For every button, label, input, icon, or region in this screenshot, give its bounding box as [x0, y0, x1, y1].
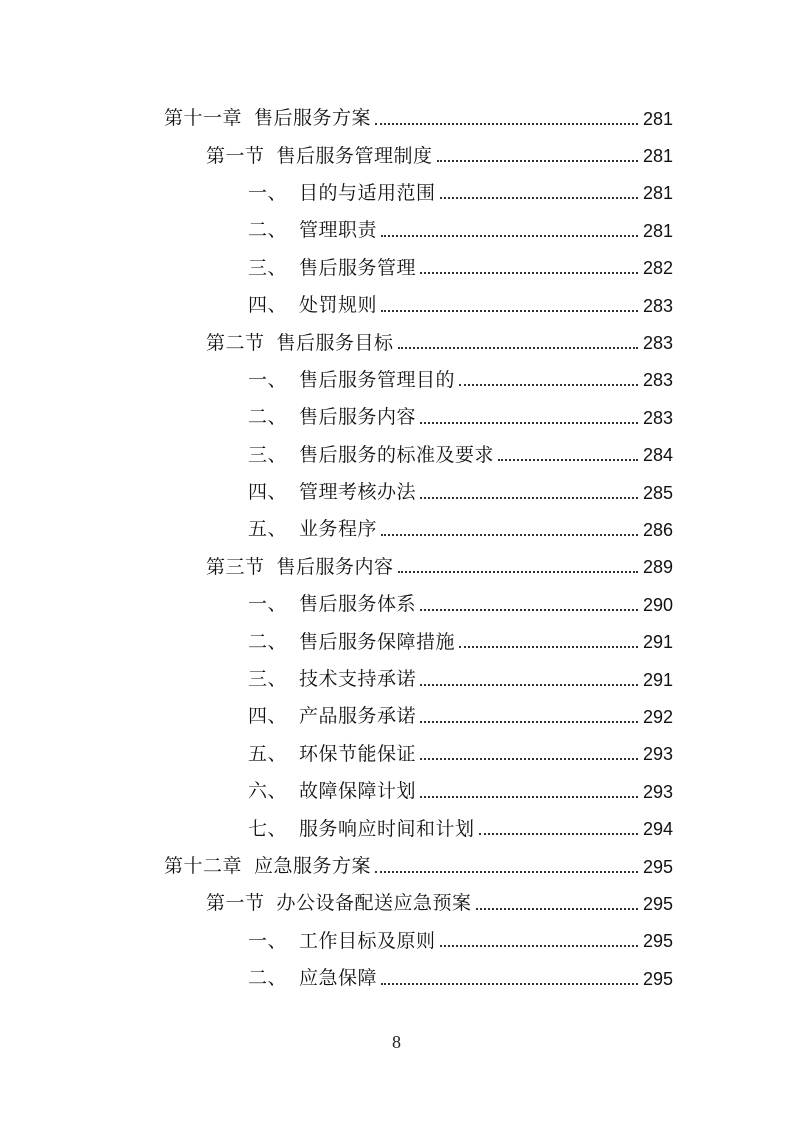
table-of-contents [0, 100, 793, 997]
toc-entry[interactable] [0, 698, 793, 735]
toc-entry-page: 291 [642, 669, 673, 690]
toc-entry-label: 应急保障 [299, 967, 378, 990]
toc-entry[interactable] [0, 175, 793, 212]
toc-entry-label: 处罚规则 [299, 294, 378, 317]
dot-leader [381, 983, 638, 985]
toc-entry-page: 294 [642, 819, 673, 840]
toc-entry-page: 284 [642, 445, 673, 466]
toc-entry-number: 一、 [248, 368, 288, 391]
toc-entry[interactable] [0, 623, 793, 660]
toc-entry-page: 295 [642, 893, 673, 914]
toc-entry-page: 285 [642, 482, 673, 503]
toc-entry-title [248, 368, 456, 391]
dot-leader [476, 908, 638, 910]
toc-entry-number: 一、 [248, 929, 288, 952]
toc-entry-number: 一、 [248, 181, 288, 204]
toc-entry[interactable] [0, 848, 793, 885]
toc-entry-label: 售后服务管理目的 [299, 368, 456, 391]
toc-entry-label: 售后服务保障措施 [299, 630, 456, 653]
toc-entry[interactable] [0, 960, 793, 997]
toc-entry-title [248, 520, 377, 539]
toc-entry[interactable] [0, 549, 793, 586]
toc-entry-label: 办公设备配送应急预案 [276, 892, 472, 915]
dot-leader [437, 160, 638, 162]
toc-entry-title [164, 857, 371, 876]
toc-entry[interactable] [0, 250, 793, 287]
toc-entry-label: 环保节能保证 [299, 742, 417, 765]
dot-leader [420, 272, 638, 274]
toc-entry-title [206, 894, 472, 913]
toc-entry-label: 目的与适用范围 [299, 181, 436, 204]
toc-entry-title [248, 221, 377, 240]
dot-leader [398, 347, 638, 349]
toc-entry-number: 四、 [248, 705, 288, 728]
dot-leader [420, 422, 638, 424]
toc-entry[interactable] [0, 287, 793, 324]
toc-entry-number: 五、 [248, 742, 288, 765]
dot-leader [420, 758, 638, 760]
toc-entry-page: 293 [642, 744, 673, 765]
dot-leader [498, 459, 638, 461]
toc-entry-page: 283 [642, 295, 673, 316]
toc-entry-title [248, 817, 475, 840]
toc-entry-label: 管理考核办法 [299, 481, 417, 504]
toc-entry-number: 四、 [248, 294, 288, 317]
toc-entry-number: 七、 [248, 817, 288, 840]
toc-entry-page: 281 [642, 108, 673, 129]
toc-entry-page: 290 [642, 594, 673, 615]
toc-entry-title [248, 782, 416, 801]
dot-leader [420, 609, 638, 611]
toc-entry-page: 289 [642, 557, 673, 578]
dot-leader [381, 235, 638, 237]
toc-entry-label: 业务程序 [299, 518, 378, 541]
toc-entry-number: 二、 [248, 630, 288, 653]
toc-entry-number: 二、 [248, 967, 288, 990]
toc-entry-page: 283 [642, 370, 673, 391]
toc-entry-label: 售后服务体系 [299, 593, 417, 616]
toc-entry-page: 281 [642, 146, 673, 167]
toc-entry-number: 第三节 [206, 555, 265, 578]
page-number: 8 [392, 1032, 401, 1052]
toc-entry-title [248, 483, 416, 502]
toc-entry-label: 技术支持承诺 [299, 668, 417, 691]
toc-entry-title [248, 181, 436, 204]
toc-entry-label: 售后服务方案 [254, 107, 372, 130]
toc-entry-label: 售后服务管理 [299, 256, 417, 279]
dot-leader [381, 310, 638, 312]
dot-leader [420, 497, 638, 499]
toc-entry-label: 工作目标及原则 [299, 929, 436, 952]
dot-leader [398, 571, 638, 573]
toc-entry-page: 283 [642, 333, 673, 354]
toc-entry-title [248, 670, 416, 689]
toc-entry-title [248, 443, 495, 466]
toc-entry-label: 售后服务内容 [299, 406, 417, 429]
dot-leader [420, 721, 638, 723]
toc-entry-page: 295 [642, 968, 673, 989]
toc-entry-label: 售后服务目标 [276, 331, 394, 354]
toc-entry-number: 三、 [248, 256, 288, 279]
dot-leader [420, 796, 638, 798]
toc-entry-label: 服务响应时间和计划 [299, 817, 475, 840]
toc-entry-page: 295 [642, 931, 673, 952]
toc-entry-title [248, 929, 436, 952]
dot-leader [479, 833, 638, 835]
toc-entry[interactable] [0, 474, 793, 511]
toc-entry[interactable] [0, 437, 793, 474]
toc-entry-number: 二、 [248, 406, 288, 429]
toc-entry-label: 管理职责 [299, 219, 378, 242]
toc-entry-title [248, 408, 416, 427]
toc-entry-label: 应急服务方案 [254, 855, 372, 877]
toc-entry-page: 291 [642, 632, 673, 653]
toc-entry-page: 281 [642, 220, 673, 241]
toc-entry[interactable] [0, 661, 793, 698]
toc-entry[interactable] [0, 810, 793, 847]
toc-entry-label: 售后服务内容 [276, 555, 394, 578]
toc-entry-label: 售后服务管理制度 [276, 144, 433, 167]
toc-entry-number: 三、 [248, 668, 288, 691]
toc-entry-title [248, 296, 377, 315]
dot-leader [375, 123, 638, 125]
toc-entry-title [248, 256, 417, 279]
toc-entry[interactable] [0, 324, 793, 361]
toc-entry-label: 产品服务承诺 [299, 705, 417, 728]
toc-entry[interactable] [0, 362, 793, 399]
dot-leader [375, 871, 638, 873]
toc-entry-title [206, 144, 433, 167]
toc-entry-title [206, 555, 394, 578]
toc-entry-title [248, 742, 417, 765]
toc-entry[interactable] [0, 511, 793, 548]
toc-entry-title [248, 595, 416, 614]
toc-entry-page: 293 [642, 781, 673, 802]
toc-entry-title [248, 969, 377, 988]
dot-leader [459, 646, 638, 648]
toc-entry-number: 第十一章 [164, 107, 243, 130]
toc-entry[interactable] [0, 923, 793, 960]
toc-entry[interactable] [0, 399, 793, 436]
toc-entry[interactable] [0, 586, 793, 623]
toc-entry-page: 292 [642, 706, 673, 727]
toc-entry-page: 295 [642, 856, 673, 877]
toc-entry-number: 第一节 [206, 144, 265, 167]
dot-leader [420, 684, 638, 686]
toc-entry-number: 一、 [248, 593, 288, 616]
dot-leader [440, 197, 638, 199]
dot-leader [459, 384, 638, 386]
toc-entry-title [164, 109, 371, 128]
toc-entry-number: 第一节 [206, 892, 265, 915]
toc-entry[interactable] [0, 885, 793, 922]
toc-entry-number: 四、 [248, 481, 288, 504]
toc-entry[interactable] [0, 137, 793, 174]
toc-entry-page: 281 [642, 183, 673, 204]
toc-entry-number: 第十二章 [164, 855, 243, 877]
toc-entry-number: 六、 [248, 780, 288, 803]
toc-entry-number: 三、 [248, 443, 288, 466]
toc-entry-page: 283 [642, 407, 673, 428]
toc-entry-page: 286 [642, 519, 673, 540]
toc-entry-title [206, 331, 394, 354]
toc-entry-label: 故障保障计划 [299, 780, 417, 803]
toc-entry-number: 第二节 [206, 331, 265, 354]
toc-entry[interactable] [0, 212, 793, 249]
toc-entry[interactable] [0, 773, 793, 810]
toc-entry-number: 五、 [248, 518, 288, 541]
toc-entry[interactable] [0, 100, 793, 137]
dot-leader [440, 945, 638, 947]
toc-entry[interactable] [0, 736, 793, 773]
toc-entry-title [248, 630, 456, 653]
toc-entry-page: 282 [642, 258, 673, 279]
toc-entry-title [248, 707, 416, 726]
toc-entry-number: 二、 [248, 219, 288, 242]
dot-leader [381, 534, 638, 536]
toc-entry-label: 售后服务的标准及要求 [299, 443, 495, 466]
